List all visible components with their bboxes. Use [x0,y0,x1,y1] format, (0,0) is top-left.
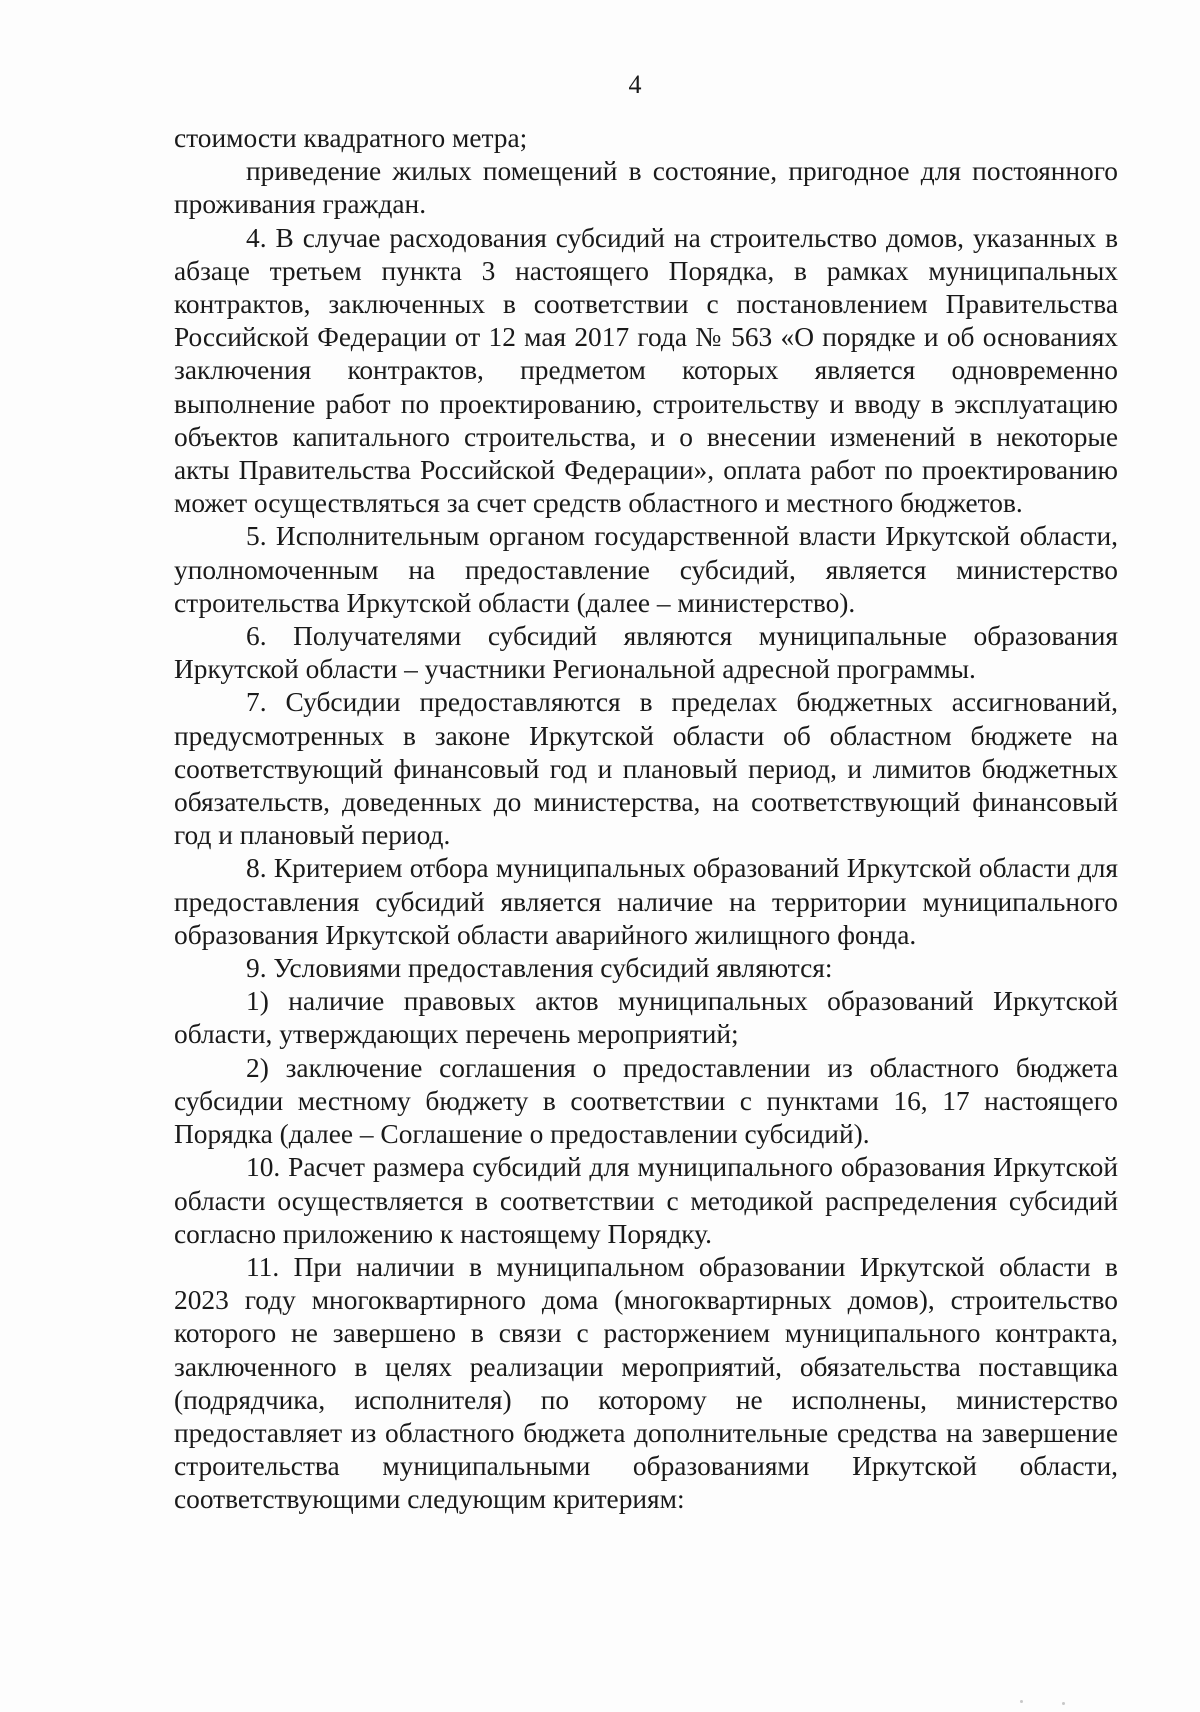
paragraph-item-11: 11. При наличии в муниципальном образовании Иркутской области в 2023 году многоквартирного дома (многоквартирных домов), строительство которого не завершено в связи с расторжением муниципального контракта, заключенного в целях реализации мероприятий, обязательства поставщика (подрядчика, исполнителя) по которому не исполнены, министерство предоставляет из областного бюджета дополнительные средства на завершение строительства муниципальными образованиями Иркутской области, соответствующими следующим критериям: [174,1251,1118,1515]
page-number: 4 [628,70,642,99]
paragraph-item-5: 5. Исполнительным органом государственной власти Иркутской области, уполномоченным на предоставление субсидий, является министерство строительства Иркутской области (далее – министерство). [174,521,1118,618]
paragraph-item-7: 7. Субсидии предоставляются в пределах бюджетных ассигнований, предусмотренных в законе Иркутской области об областном бюджете на соответствующий финансовый год и плановый период, и лимитов бюджетных обязательств, доведенных до министерства, на соответствующий финансовый год и плановый период. [174,687,1118,851]
paragraph-item-9-2: 2) заключение соглашения о предоставлении из областного бюджета субсидии местному бюджету в соответствии с пунктами 16, 17 настоящего Порядка (далее – Соглашение о предоставлении субсидий). [174,1052,1118,1150]
paragraph-2: приведение жилых помещений в состояние, пригодное для постоянного проживания граждан. [174,156,1118,220]
paragraph-1: стоимости квадратного метра; [174,123,528,153]
paragraph-item-9: 9. Условиями предоставления субсидий являются: [246,953,833,984]
paragraph-item-8: 8. Критерием отбора муниципальных образований Иркутской области для предоставления субсидий является наличие на территории муниципального образования Иркутской области аварийного жилищного фонда. [174,853,1118,950]
scan-speck [1020,1700,1023,1703]
paragraph-item-4: 4. В случае расходования субсидий на строительство домов, указанных в абзаце третьем пункта 3 настоящего Порядка, в рамках муниципальных контрактов, заключенных в соответствии с постановлением Правительства Российской Федерации от 12 мая 2017 года № 563 «О порядке и об основаниях заключения контрактов, предметом которых является одновременно выполнение работ по проектированию, строительству и вводу в эксплуатацию объектов капитального строительства, и о внесении изменений в некоторые акты Правительства Российской Федерации», оплата работ по проектированию может осуществляться за счет средств областного и местного бюджетов. [174,222,1118,519]
paragraph-item-9-1: 1) наличие правовых актов муниципальных образований Иркутской области, утверждающих перечень мероприятий; [174,986,1118,1050]
scan-speck [1062,1702,1065,1705]
paragraph-item-6: 6. Получателями субсидий являются муниципальные образования Иркутской области – участники Региональной адресной программы. [174,621,1118,685]
paragraph-item-10: 10. Расчет размера субсидий для муниципального образования Иркутской области осуществляется в соответствии с методикой распределения субсидий согласно приложению к настоящему Порядку. [174,1152,1118,1249]
document-body [174,122,1118,1517]
